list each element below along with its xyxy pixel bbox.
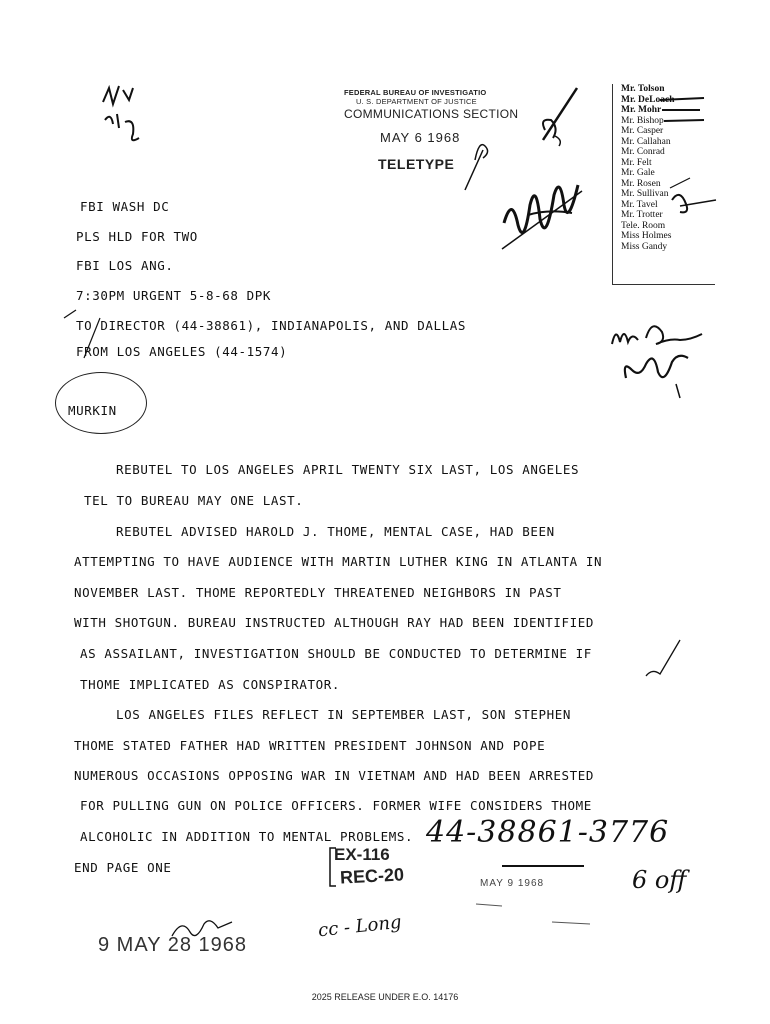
end-page-marker: END PAGE ONE bbox=[74, 860, 172, 875]
routing-entry: Mr. Tolson bbox=[621, 84, 665, 94]
address-line: 7:30PM URGENT 5-8-68 DPK bbox=[76, 288, 272, 303]
handwritten-note-bottom bbox=[168, 914, 238, 944]
routing-entry: Mr. Rosen bbox=[621, 178, 661, 189]
body-line: NUMEROUS OCCASIONS OPPOSING WAR IN VIETNAM AND HAD BEEN ARRESTED bbox=[74, 768, 595, 783]
teletype-stamp: TELETYPE bbox=[378, 156, 455, 172]
body-line: FOR PULLING GUN ON POLICE OFFICERS. FORMER WIFE CONSIDERS THOME bbox=[80, 798, 592, 813]
address-line: FBI LOS ANG. bbox=[76, 258, 174, 273]
department-stamp-line: U. S. DEPARTMENT OF JUSTICE bbox=[356, 97, 477, 106]
routing-entry: Miss Gandy bbox=[621, 241, 668, 252]
handwritten-initials-top-left bbox=[95, 82, 155, 147]
routing-entry: Mr. Tavel bbox=[621, 199, 658, 210]
ex-stamp: EX-116 bbox=[334, 845, 390, 864]
bureau-stamp-line: FEDERAL BUREAU OF INVESTIGATIO bbox=[344, 88, 487, 97]
body-line: THOME STATED FATHER HAD WRITTEN PRESIDENT JOHNSON AND POPE bbox=[74, 738, 546, 753]
received-stamp-date: MAY 9 1968 bbox=[480, 878, 545, 889]
address-line: TO DIRECTOR (44-38861), INDIANAPOLIS, AND DALLAS bbox=[76, 318, 467, 333]
routing-entry: Mr. Mohr bbox=[621, 105, 662, 115]
case-caption: MURKIN bbox=[68, 403, 117, 418]
routing-entry: Miss Holmes bbox=[621, 231, 672, 241]
routing-entry: Mr. Trotter bbox=[621, 210, 663, 220]
received-stamp-lines bbox=[472, 860, 602, 930]
bottom-date-stamp: 9 MAY 28 1968 bbox=[98, 934, 248, 956]
margin-check-mark bbox=[640, 636, 700, 686]
body-line: LOS ANGELES FILES REFLECT IN SEPTEMBER LAST, SON STEPHEN bbox=[116, 707, 572, 722]
communications-section-stamp: COMMUNICATIONS SECTION bbox=[344, 107, 519, 121]
routing-entry: Mr. Bishop bbox=[621, 115, 664, 126]
release-footer: 2025 RELEASE UNDER E.O. 14176 bbox=[311, 992, 459, 1002]
routing-entry: Mr. Sullivan bbox=[621, 189, 669, 199]
handwritten-signature-scrawl bbox=[498, 165, 598, 265]
body-line: REBUTEL ADVISED HAROLD J. THOME, MENTAL CASE, HAD BEEN bbox=[116, 524, 555, 539]
routing-check-marks bbox=[650, 88, 722, 288]
handwritten-cc-note: cc - Long bbox=[317, 911, 403, 942]
body-line: TEL TO BUREAU MAY ONE LAST. bbox=[84, 493, 304, 508]
routing-entry: Mr. Gale bbox=[621, 168, 655, 178]
routing-entry: Mr. DeLoach bbox=[621, 94, 675, 105]
body-line: WITH SHOTGUN. BUREAU INSTRUCTED ALTHOUGH RAY HAD BEEN IDENTIFIED bbox=[74, 615, 595, 630]
routing-entry: Mr. Callahan bbox=[621, 136, 671, 147]
body-line: ATTEMPTING TO HAVE AUDIENCE WITH MARTIN LUTHER KING IN ATLANTA IN bbox=[74, 554, 603, 569]
handwritten-initials-right: 6 off bbox=[632, 866, 687, 894]
handwritten-signature-right bbox=[606, 312, 710, 402]
body-line: REBUTEL TO LOS ANGELES APRIL TWENTY SIX LAST, LOS ANGELES bbox=[116, 462, 580, 477]
body-line: AS ASSAILANT, INVESTIGATION SHOULD BE CONDUCTED TO DETERMINE IF bbox=[80, 646, 592, 661]
handwritten-file-number: 44-38861-3776 bbox=[426, 815, 670, 850]
address-line: FBI WASH DC bbox=[80, 199, 170, 214]
body-line: NOVEMBER LAST. THOME REPORTEDLY THREATENED NEIGHBORS IN PAST bbox=[74, 585, 562, 600]
routing-entry: Mr. Conrad bbox=[621, 147, 665, 157]
received-date-stamp: MAY 6 1968 bbox=[380, 130, 461, 145]
address-line: FROM LOS ANGELES (44-1574) bbox=[76, 344, 288, 359]
address-line: PLS HLD FOR TWO bbox=[76, 229, 198, 244]
routing-entry: Mr. Felt bbox=[621, 157, 652, 168]
routing-entry: Tele. Room bbox=[621, 220, 666, 231]
body-line: THOME IMPLICATED AS CONSPIRATOR. bbox=[80, 677, 341, 692]
rec-bracket bbox=[328, 846, 338, 888]
rec-stamp: REC-20 bbox=[339, 864, 405, 888]
handwritten-slash-address bbox=[60, 300, 130, 370]
body-line: ALCOHOLIC IN ADDITION TO MENTAL PROBLEMS. bbox=[80, 829, 414, 844]
routing-entry: Mr. Casper bbox=[621, 126, 664, 136]
